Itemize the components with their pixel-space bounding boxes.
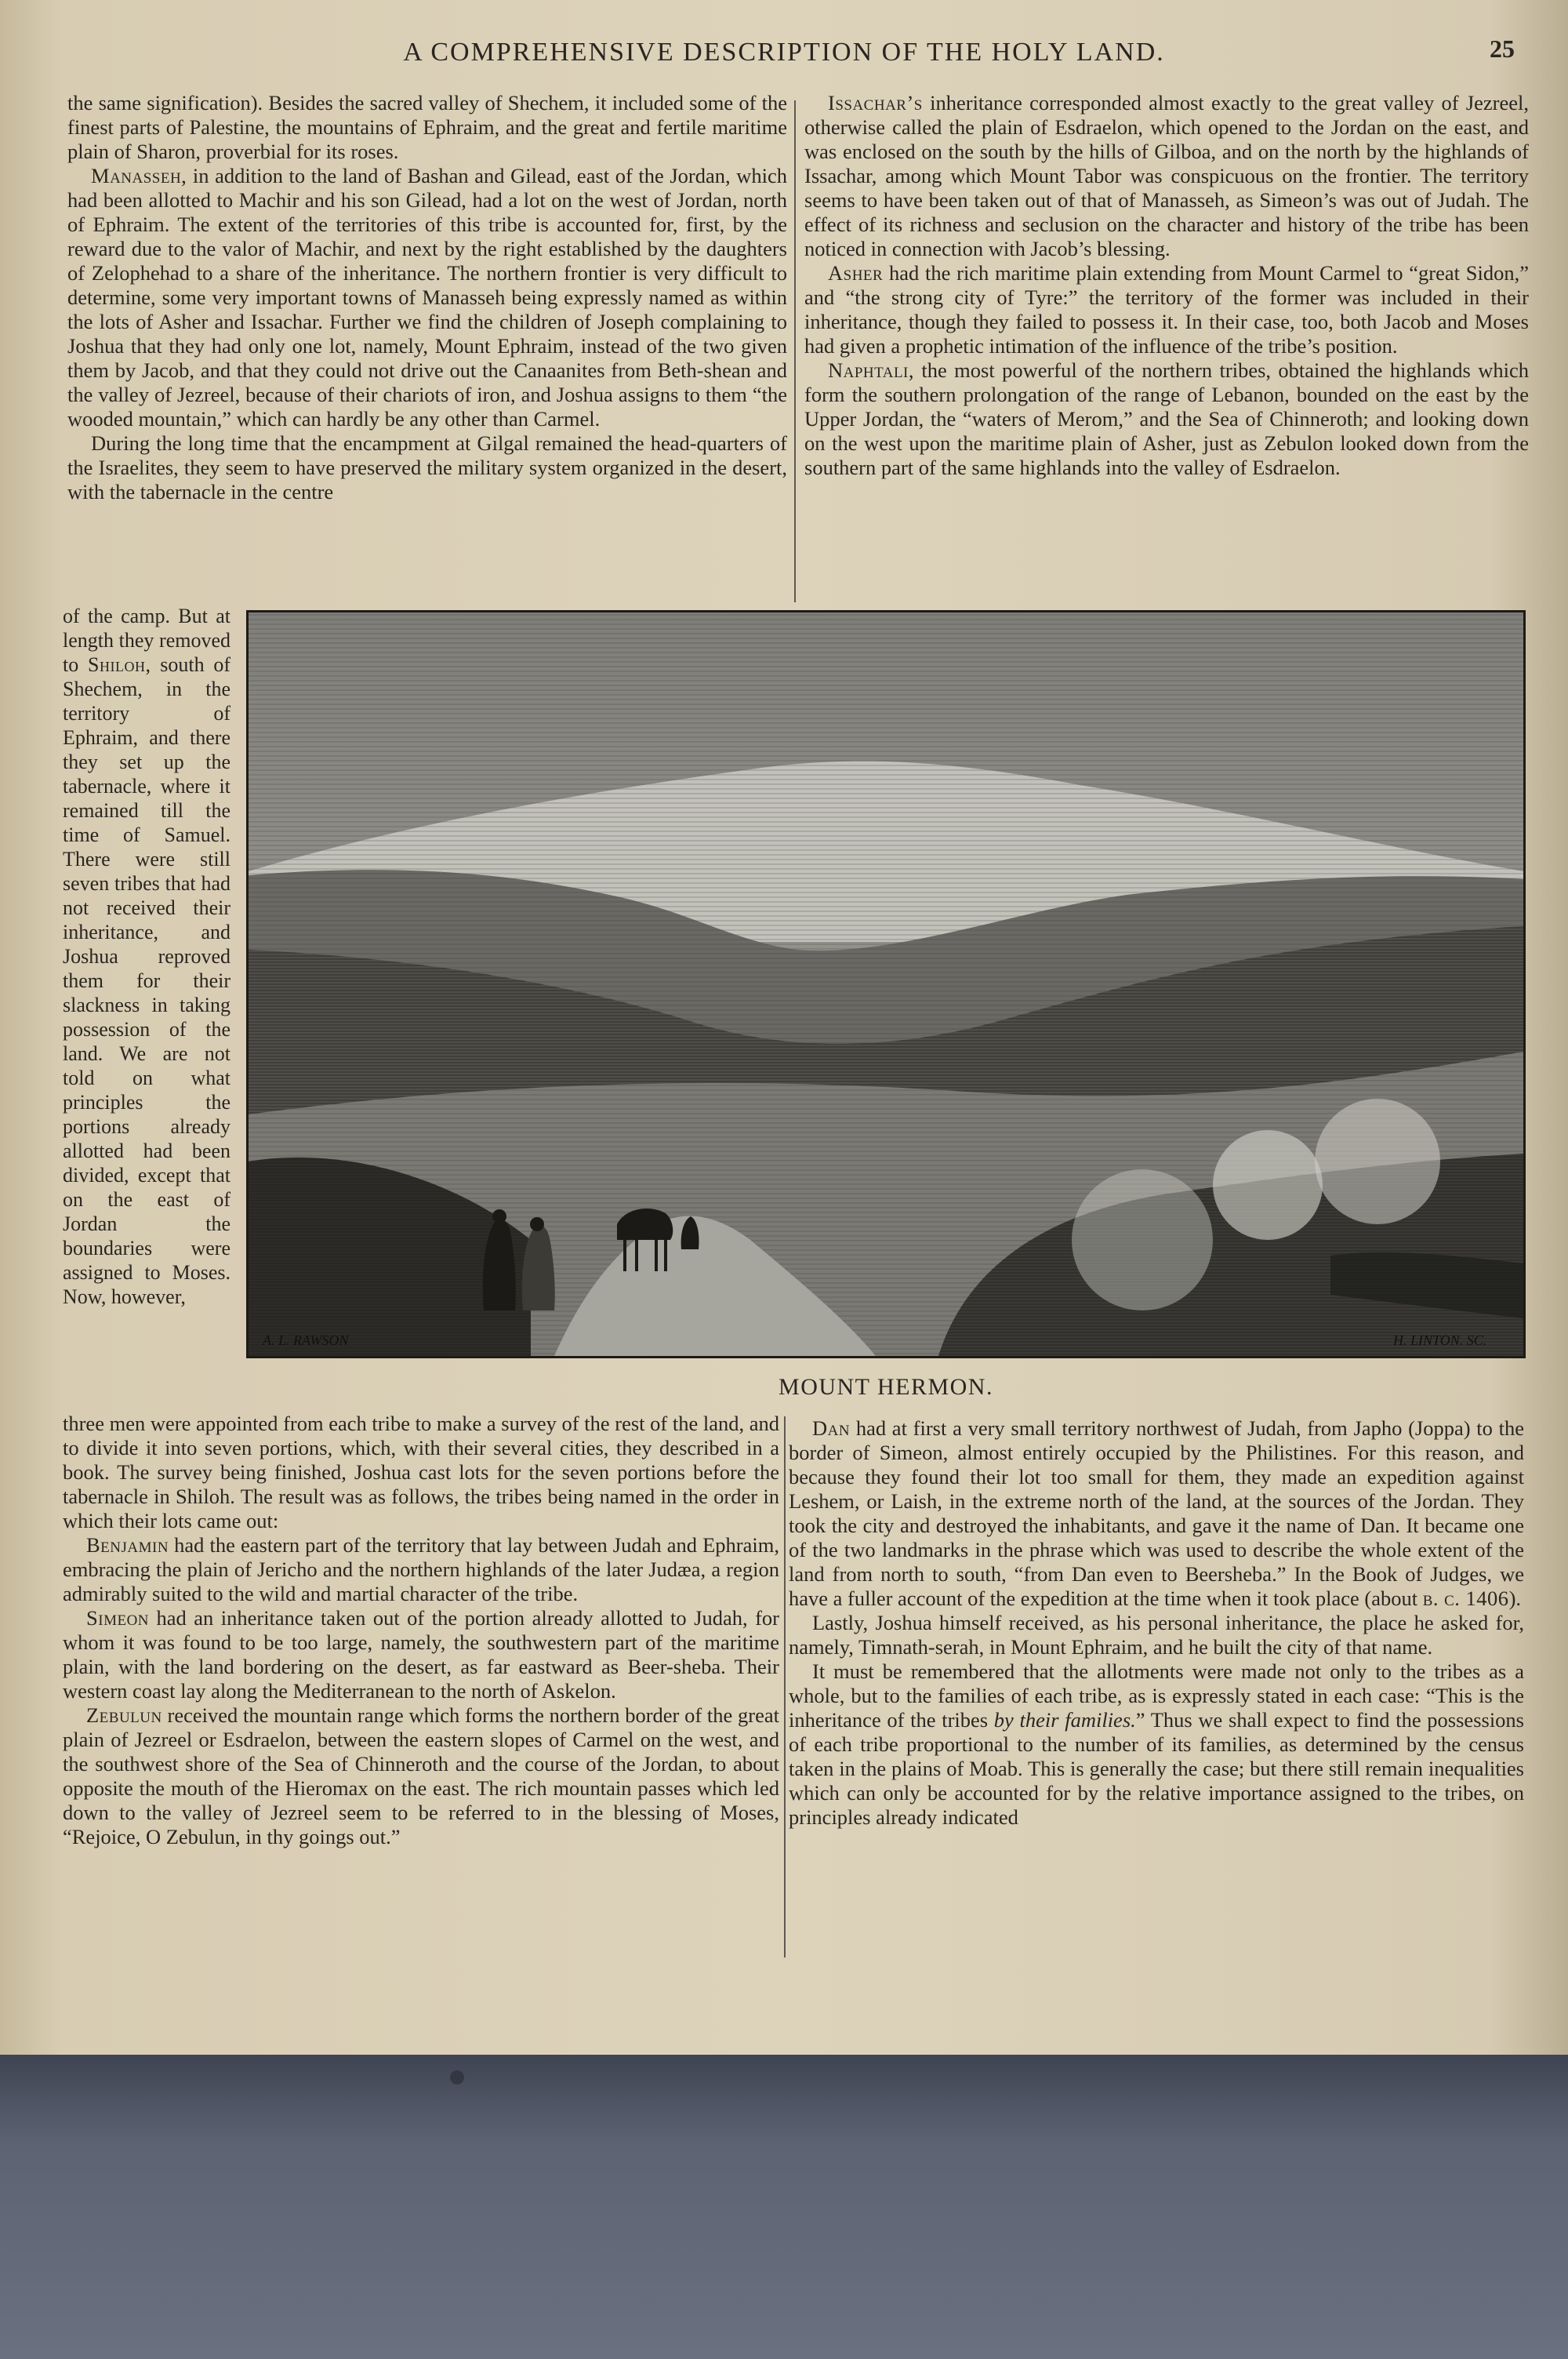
bottom-left-column	[63, 1412, 779, 1849]
tribe-heading: Issachar’s	[828, 91, 923, 114]
paragraph-text: received the mountain range which forms the northern border of the great plain of Jezreel or Esdraelon, between the eastern slopes of Carmel on the west, and the southwest shore of the Sea of Chinneroth and the course of the Jordan, to about opposite the mouth of the Hieromax on the east. The rich mountain passes which led down to the valley of Jezreel seem to be referred to in the blessing of Moses, “Rejoice, O Zebulun, in thy goings out.”	[63, 1703, 779, 1848]
paragraph-manasseh	[67, 164, 787, 431]
paragraph: the same signification). Besides the sacred valley of Shechem, it included some of the finest parts of Palestine, the mountains of Ephraim, and the great and fertile maritime plain of Sharon, proverbial for its roses.	[67, 91, 787, 163]
paragraph-text: of the camp. But at length they removed to	[63, 605, 230, 676]
tribe-heading: Dan	[812, 1416, 851, 1440]
paragraph-dan	[789, 1416, 1524, 1611]
paragraph-text: ).	[1508, 1587, 1522, 1610]
paragraph: Lastly, Joshua himself received, as his personal inheritance, the place he asked for, namely, Timnath-serah, in Mount Ephraim, and he built the city of that name.	[789, 1611, 1524, 1659]
scan-backdrop	[0, 2055, 1568, 2359]
paragraph-text: south of Shechem, in the territory of Ephraim, and there they set up the tabernacle, where it remained till the time of Samuel. There were still seven tribes that had not received their inheritance, and Joshua reproved them for their slackness in taking possession of the land. We are not told on what principles the portions already allotted had been divided, except that on the east of Jordan the boundaries were assigned to Moses. Now, however,	[63, 653, 230, 1308]
tribe-heading: Asher	[828, 261, 884, 285]
paragraph-issachar	[804, 91, 1529, 261]
column-rule	[794, 100, 796, 602]
artist-signature: A. L. RAWSON	[263, 1332, 349, 1348]
paragraph-text: had an inheritance taken out of the portion already allotted to Judah, for whom it was found to be too large, namely, the southwestern part of the maritime plain, with the land bordering on the desert, as far eastward as Beer-sheba. Their western coast lay along the Mediterranean to the north of Askelon.	[63, 1606, 779, 1703]
paragraph	[789, 1659, 1524, 1830]
tribe-heading: Zebulun	[86, 1703, 162, 1727]
mount-hermon-engraving	[246, 610, 1526, 1358]
tribe-heading: Manasseh,	[91, 164, 187, 187]
paragraph-text: the most powerful of the northern tribes, obtained the highlands which form the southern prolongation of the range of Lebanon, bounded on the east by the Upper Jordan, the “waters of Merom,” and the Sea of Chinneroth; and looking down on the west upon the maritime plain of Asher, just as Zebulon looked down from the southern part of the same highlands into the valley of Esdraelon.	[804, 358, 1529, 479]
paragraph-zebulun	[63, 1703, 779, 1849]
date: b. c. 1406	[1422, 1587, 1509, 1610]
paragraph-text: ” Thus we shall expect to find the possessions of each tribe proportional to the number of its families, as determined by the census taken in the plains of Moab. This is generally the case; but there still remain inequalities which can only be accounted for by the relative importance assigned to the tribes, on principles already indicated	[789, 1708, 1524, 1829]
top-left-column	[67, 91, 787, 504]
paragraph-text: inheritance corresponded almost exactly to the great valley of Jezreel, otherwise called the plain of Esdraelon, which opened to the Jordan on the east, and was enclosed on the south by the hills of Gilboa, and on the north by the highlands of Issachar, among which Mount Tabor was conspicuous on the frontier. The territory seems to have been taken out of that of Manasseh, as Simeon’s was out of Judah. The effect of its richness and seclusion on the character and history of the tribe has been noticed in connection with Jacob’s blessing.	[804, 91, 1529, 260]
running-title: A COMPREHENSIVE DESCRIPTION OF THE HOLY LAND.	[403, 38, 1165, 67]
tribe-heading: Benjamin	[86, 1533, 169, 1557]
paragraph-text: had the eastern part of the territory that lay between Judah and Ephraim, embracing the plain of Jericho and the northern highlands of the later Judæa, a region admirably suited to the wild and martial character of the tribe.	[63, 1533, 779, 1605]
engraver-signature: H. LINTON. SC.	[1393, 1332, 1487, 1348]
paragraph: three men were appointed from each tribe to make a survey of the rest of the land, and to divide it into seven portions, which, with their several cities, they described in a book. The survey being finished, Joshua cast lots for the seven portions before the tabernacle in Shiloh. The result was as follows, the tribes being named in the order in which their lots came out:	[63, 1412, 779, 1532]
place-name: Shiloh,	[88, 653, 151, 676]
top-right-column	[804, 91, 1529, 480]
landscape-illustration	[249, 612, 1523, 1356]
tribe-heading: Simeon	[86, 1606, 150, 1630]
paragraph-naphtali	[804, 358, 1529, 480]
paragraph-asher	[804, 261, 1529, 358]
ink-spot	[450, 2070, 464, 2085]
paragraph-text: in addition to the land of Bashan and Gilead, east of the Jordan, which had been allotted to Machir and his son Gilead, had a lot on the west of Jordan, north of Ephraim. The extent of the territories of this tribe is accounted for, first, by the reward due to the valor of Machir, and next by the right established by the daughters of Zelophehad to a share of the inheritance. The northern frontier is very difficult to determine, some very important towns of Manasseh being expressly named as within the lots of Asher and Issachar. Further we find the children of Joseph complaining to Joshua that they had only one lot, namely, Mount Ephraim, instead of the two given them by Jacob, and that they could not drive out the Canaanites from Beth-shean and the valley of Jezreel, because of their chariots of iron, and Joshua assigns to them “the wooded mountain,” which can hardly be any other than Carmel.	[67, 164, 787, 431]
column-rule	[784, 1416, 786, 1957]
paragraph-text: It must be remembered that the allotments were made not only to the tribes as a whole, but to the families of each tribe, as is expressly stated in each case: “This is the inheritance of the tribes	[789, 1659, 1524, 1732]
illustration-caption: MOUNT HERMON.	[779, 1374, 993, 1400]
paragraph: During the long time that the encampment at Gilgal remained the head-quarters of the Israelites, they seem to have preserved the military system organized in the desert, with the tabernacle in the centre	[67, 431, 787, 503]
narrow-wrap-column	[63, 604, 230, 1309]
paragraph-text: had at first a very small territory northwest of Judah, from Japho (Joppa) to the border of Simeon, almost entirely occupied by the Philistines. For this reason, and because they found their lot too small for them, they made an expedition against Leshem, or Laish, in the extreme north of the land, at the sources of the Jordan. They took the city and destroyed the inhabitants, and gave it the name of Dan. It became one of the two landmarks in the phrase which was used to describe the whole extent of the land from north to south, “from Dan even to Beersheba.” In the Book of Judges, we have a fuller account of the expedition at the time when it took place (about	[789, 1416, 1524, 1610]
paragraph-simeon	[63, 1606, 779, 1703]
paragraph-benjamin	[63, 1533, 779, 1606]
paragraph-text: had the rich maritime plain extending from Mount Carmel to “great Sidon,” and “the strong city of Tyre:” the territory of the former was included in their inheritance, though they failed to possess it. In their case, too, both Jacob and Moses had given a prophetic intimation of the influence of the tribe’s position.	[804, 261, 1529, 358]
paragraph	[63, 604, 230, 1309]
page-number: 25	[1490, 35, 1515, 63]
italic-text: by their families.	[993, 1708, 1136, 1732]
bottom-right-column	[789, 1416, 1524, 1830]
tribe-heading: Naphtali,	[828, 358, 915, 382]
